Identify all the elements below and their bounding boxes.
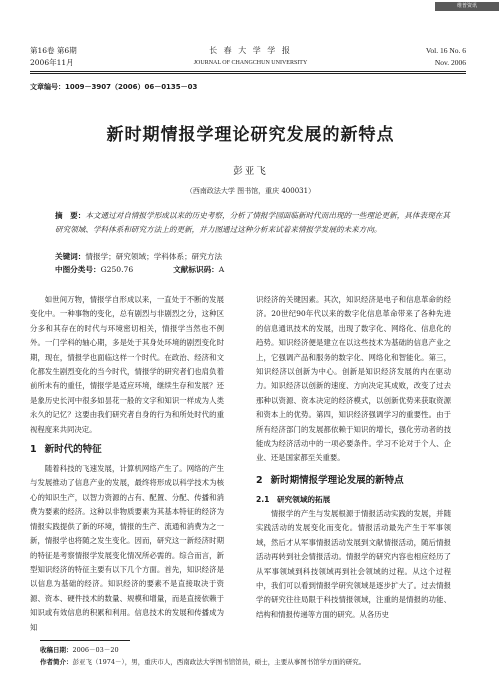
clc-code: G250.76 [100,265,134,274]
date-en: Nov. 2006 [434,58,466,67]
received-value: 2006－03－20 [72,646,119,654]
body-right-column [256,293,451,622]
doc-code-label: 文献标识码： [173,265,219,274]
received-date [40,645,470,656]
received-label: 收稿日期： [40,646,73,654]
footnote-rule [40,640,130,641]
header-rule-1 [30,71,466,72]
subsection-2-1-paragraph: 情报学的产生与发展根源于情报活动实践的发展，并随实践活动的发展变化而变化。情报活动最先产生于军事领域，然后才从军事情报活动发展到文献情报活动，随后情报活动再转到社会情报活动。情报学的研究内容也相应经历了从军事领域到科技领域再到社会领域的过程。从这个过程中，我们可以看到情报学研究领域是逐步扩大了。过去情报学的研究往往局限于科技情报领域，注重的是情报的功能、结构和情报传递等方面的研究。从各历史 [256,508,451,619]
author-name: 彭亚飞 [233,166,268,177]
doc-code: A [218,265,225,274]
watermark: 维普资讯 http://www.cqvip.com [435,2,499,11]
clc-label: 中图分类号： [55,265,101,274]
journal-name-cn: 长 春 大 学 学 报 [209,46,292,55]
section-1-title: 新时代的特征 [44,444,102,456]
section-2-number: 2 [256,474,263,486]
header-rule-2 [30,73,466,74]
body-left-column [30,293,224,635]
issue-date: 2006年11月 [30,58,74,67]
section-1-paragraph: 随着科技的飞速发展，计算机网络产生了。网络的产生与发展推动了信息产业的发展，最终将形成以科学技术为核心的知识生产，以智力资源的占有、配置、分配、传播和消费为要素的经济。这种以非物质要素为其基本特征的经济为情报实践提供了新的环境，情报的生产、流通和消费为之一新，情报学也将随之发生变化。因而，研究这一新经济时期的特征是考察情报学发展变化情况所必需的。综合而言，新型知识经济的特征主要有以下几个方面。首先，知识经济是以信息为基础的经济。知识经济的要素不是直接取决于资源、资本、硬件技术的数量、规模和增量，而是直接依赖于知识或有效信息的积累和利用。信息技术的发展和传播成为知 [30,464,224,632]
abstract [55,209,450,237]
keywords-text: 情报学；研究领域；学科体系；研究方法 [85,252,223,261]
section-1-number: 1 [30,444,37,456]
author-bio-text: 彭亚飞（1974－），男，重庆市人，西南政法大学图书馆馆员，硕士，主要从事图书馆学方面的研究。 [72,658,366,666]
section-2-title: 新时期情报学理论发展的新特点 [270,474,404,486]
author-bio [40,657,470,668]
keywords [55,251,450,263]
journal-name-en: JOURNAL OF CHANGCHUN UNIVERSITY [193,60,308,66]
continued-paragraph: 识经济的关键因素。其次，知识经济是电子和信息革命的经济。20世纪90年代以来的数字化信息革命带来了各种先进的信息通讯技术的发展，出现了数字化、网络化、信息化的趋势。知识经济便是建立在以这些技术为基础的信息产业之上，它强调产品和服务的数字化、网络化和智能化。第三，知识经济以创新为中心。创新是知识经济发展的内在驱动力。知识经济以创新的速度、方向决定其成败，改变了过去那种以资源、资本决定的经济模式，以创新优势来获取资源和资本上的优势。第四，知识经济强调学习的重要性。由于所有经济部门的发展都依赖于知识的增长，强化劳动者的技能成为经济活动中的一项必要条件。学习不论对于个人、企业、还是国家都至关重要。 [256,295,451,463]
classification [55,264,450,276]
volume-en: Vol. 16 No. 6 [425,46,466,55]
keywords-label: 关键词： [55,252,86,261]
author-bio-label: 作者简介： [40,658,73,666]
author-affiliation: （西南政法大学 图书馆，重庆 400031） [185,187,316,195]
article-title: 新时期情报学理论研究发展的新特点 [106,125,395,145]
abstract-text: 本文通过对自情报学形成以来的历史考察，分析了情报学园面临新时代而出现的一些理论更新，具体表现在其研究领域、学科体系和研究方法上的更新，并力图通过这种分析来试着来情报学发展的未来方向。 [55,211,450,234]
article-number: 文章编号：1009－3907（2006）06－0135－03 [30,83,198,91]
subsection-2-1-heading: 2.1 研究领域的拓展 [256,494,331,504]
intro-paragraph: 如世间万物，情报学自形成以来，一直处于不断的发展变化中。一种事物的变化，总有剧烈与非剧烈之分，这种区分多和其存在的时代与环境密切相关，情报学当然也不例外。一门学科的轴心期，多是处于其身处环境的剧烈变化时期，现在，情报学也面临这样一个时代。在政治、经济和文化都发生剧烈变化的当今时代，情报学的研究者们也肩负着前所未有的重任，情报学是适应环境，继续生存和发展？还是象历史长河中很多如昙花一般的文字和知识一样成为人类永久的记忆？这要由我们研究者自身的行为和所处时代的重视程度来共同决定。 [30,295,224,434]
volume-issue: 第16卷 第6期 [30,46,77,55]
abstract-label: 摘 要： [55,211,86,220]
section-1-heading [30,443,224,457]
section-2-heading [256,474,451,488]
